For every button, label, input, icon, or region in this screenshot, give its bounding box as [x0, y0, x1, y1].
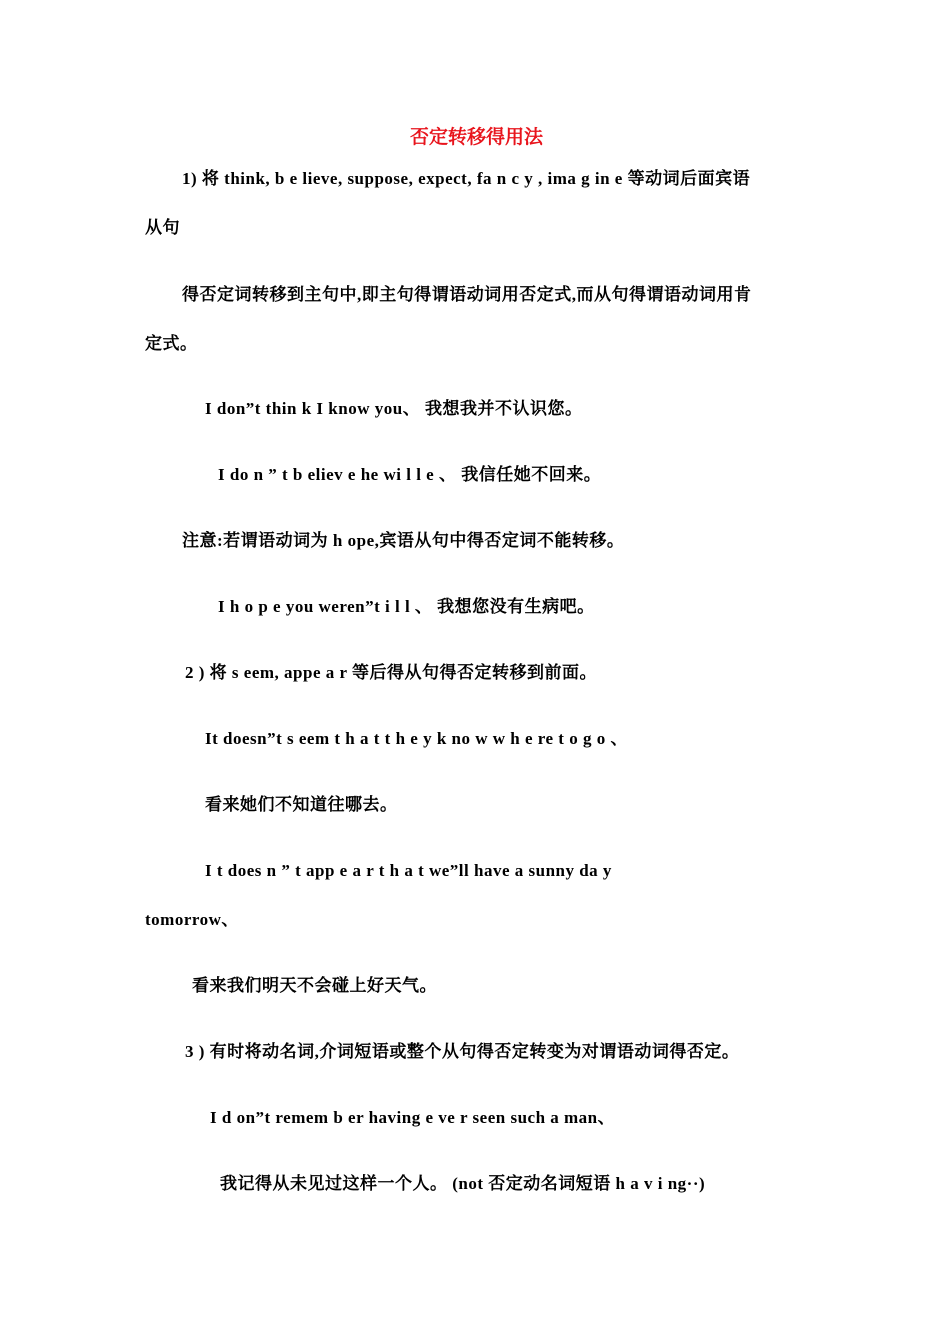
rule-2-line: 2 ) 将 s eem, appe a r 等后得从句得否定转移到前面。	[185, 663, 597, 682]
example-5-translation: 看来我们明天不会碰上好天气。	[192, 976, 437, 995]
rule-1-line-4: 定式。	[145, 334, 198, 353]
example-1: I don”t thin k I know you、 我想我并不认识您。	[205, 399, 583, 418]
example-4: It doesn”t s eem t h a t t h e y k no w w h e re t o g o 、	[205, 729, 628, 748]
note-line: 注意:若谓语动词为 h ope,宾语从句中得否定词不能转移。	[182, 531, 625, 550]
example-5-line-1: I t does n ” t app e a r t h a t we”ll have a sunny da y	[205, 861, 612, 880]
rule-3-line: 3 ) 有时将动名词,介词短语或整个从句得否定转变为对谓语动词得否定。	[185, 1042, 740, 1061]
rule-1-line-2: 从句	[145, 218, 180, 237]
rule-1-line-1: 1) 将 think, b e lieve, suppose, expect, fa n c y , ima g in e 等动词后面宾语	[182, 169, 751, 188]
example-4-translation: 看来她们不知道往哪去。	[205, 795, 398, 814]
page-title: 否定转移得用法	[410, 127, 544, 148]
example-2: I do n ” t b eliev e he wi l l e 、 我信任她不回来。	[218, 465, 602, 484]
example-3: I h o p e you weren”t i l l 、 我想您没有生病吧。	[218, 597, 595, 616]
example-5-line-2: tomorrow、	[145, 910, 239, 929]
example-6-translation: 我记得从未见过这样一个人。 (not 否定动名词短语 h a v i ng··)	[220, 1174, 706, 1193]
rule-1-line-3: 得否定词转移到主句中,即主句得谓语动词用否定式,而从句得谓语动词用肯	[182, 285, 752, 304]
example-6: I d on”t remem b er having e ve r seen such a man、	[210, 1108, 616, 1127]
